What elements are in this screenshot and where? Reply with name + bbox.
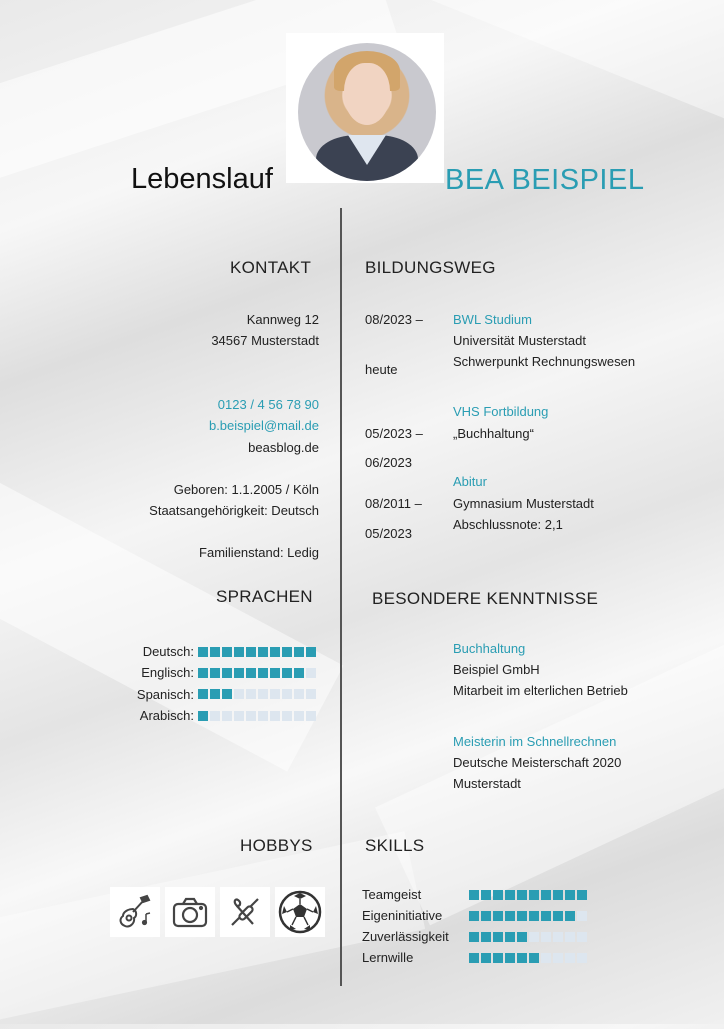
education-title: BWL Studium (453, 312, 532, 327)
language-level-bar (198, 668, 316, 678)
language-row (104, 662, 316, 683)
contact-email[interactable]: b.beispiel@mail.de (208, 418, 319, 433)
skill-row (362, 884, 587, 905)
level-square (565, 953, 575, 963)
education-to: 05/2023 (365, 526, 412, 541)
education-from: 08/2023 – (365, 312, 423, 327)
level-square (270, 668, 280, 678)
level-square (234, 689, 244, 699)
level-square (469, 890, 479, 900)
baking-icon (220, 887, 270, 937)
level-square (553, 932, 563, 942)
level-square (246, 711, 256, 721)
education-line: Schwerpunkt Rechnungswesen (453, 354, 636, 369)
level-square (282, 711, 292, 721)
level-square (469, 953, 479, 963)
level-square (306, 647, 316, 657)
special-title: Meisterin im Schnellrechnen (453, 734, 617, 749)
profile-photo (298, 43, 436, 181)
language-label: Deutsch: (142, 644, 194, 660)
level-square (258, 711, 268, 721)
contact-nationality: Staatsangehörigkeit: Deutsch (149, 503, 319, 518)
education-from: 08/2011 – (365, 496, 422, 511)
level-square (469, 932, 479, 942)
education-from: 05/2023 – (365, 426, 423, 441)
level-square (234, 668, 244, 678)
skill-row (362, 947, 587, 968)
guitar-icon (110, 887, 160, 937)
skill-label: Eigeninitiative (362, 908, 443, 923)
language-level-bar (198, 689, 316, 699)
soccer-ball-icon (275, 887, 325, 937)
level-square (258, 647, 268, 657)
level-square (505, 932, 515, 942)
person-name: BEA BEISPIEL (445, 164, 645, 196)
level-square (529, 932, 539, 942)
level-square (577, 890, 587, 900)
level-square (222, 668, 232, 678)
contact-street: Kannweg 12 (246, 312, 319, 327)
language-label: Englisch: (141, 665, 194, 681)
profile-photo-frame (286, 33, 444, 183)
language-row (104, 684, 316, 705)
language-level-bar (198, 711, 316, 721)
language-label: Arabisch: (139, 708, 194, 724)
contact-heading: KONTAKT (230, 258, 312, 277)
level-square (210, 689, 220, 699)
education-title: VHS Fortbildung (453, 404, 549, 419)
level-square (294, 647, 304, 657)
level-square (198, 647, 208, 657)
contact-city: 34567 Musterstadt (211, 333, 319, 348)
level-square (541, 953, 551, 963)
education-line: Gymnasium Musterstadt (453, 496, 594, 511)
level-square (210, 668, 220, 678)
level-square (270, 711, 280, 721)
education-to: 06/2023 (365, 455, 412, 470)
language-row (104, 641, 316, 662)
camera-icon (165, 887, 215, 937)
level-square (198, 711, 208, 721)
level-square (541, 911, 551, 921)
level-square (493, 953, 503, 963)
level-square (210, 711, 220, 721)
level-square (222, 689, 232, 699)
level-square (234, 711, 244, 721)
level-square (493, 890, 503, 900)
level-square (529, 911, 539, 921)
languages-heading: SPRACHEN (216, 587, 313, 606)
level-square (282, 689, 292, 699)
level-square (517, 890, 527, 900)
language-level-bar (198, 647, 316, 657)
level-square (481, 911, 491, 921)
level-square (529, 953, 539, 963)
level-square (577, 953, 587, 963)
level-square (282, 647, 292, 657)
level-square (246, 647, 256, 657)
level-square (210, 647, 220, 657)
level-square (294, 668, 304, 678)
level-square (505, 911, 515, 921)
level-square (270, 647, 280, 657)
contact-born: Geboren: 1.1.2005 / Köln (173, 482, 319, 497)
level-square (481, 953, 491, 963)
special-heading: BESONDERE KENNTNISSE (372, 589, 599, 608)
level-square (481, 890, 491, 900)
skill-level-bar (469, 953, 587, 963)
level-square (493, 932, 503, 942)
level-square (517, 911, 527, 921)
languages-list (104, 641, 316, 726)
page-title: Lebenslauf (131, 163, 273, 195)
level-square (517, 953, 527, 963)
level-square (505, 890, 515, 900)
skill-level-bar (469, 911, 587, 921)
level-square (222, 711, 232, 721)
level-square (246, 668, 256, 678)
contact-marital: Familienstand: Ledig (199, 545, 319, 560)
level-square (246, 689, 256, 699)
level-square (481, 932, 491, 942)
skill-level-bar (469, 890, 587, 900)
level-square (565, 890, 575, 900)
skill-row (362, 926, 587, 947)
skill-label: Teamgeist (362, 887, 422, 902)
center-divider (340, 208, 342, 986)
level-square (294, 711, 304, 721)
skills-heading: SKILLS (365, 836, 425, 855)
level-square (553, 911, 563, 921)
level-square (222, 647, 232, 657)
education-to: heute (365, 362, 398, 377)
level-square (577, 932, 587, 942)
level-square (234, 647, 244, 657)
education-line: „Buchhaltung“ (453, 426, 534, 441)
special-line: Deutsche Meisterschaft 2020 (453, 755, 622, 770)
education-line: Universität Musterstadt (453, 333, 586, 348)
level-square (529, 890, 539, 900)
level-square (469, 911, 479, 921)
level-square (541, 890, 551, 900)
special-line: Mitarbeit im elterlichen Betrieb (453, 683, 628, 698)
level-square (306, 668, 316, 678)
skill-row (362, 905, 587, 926)
language-row (104, 705, 316, 726)
level-square (565, 911, 575, 921)
level-square (282, 668, 292, 678)
level-square (306, 689, 316, 699)
special-line: Musterstadt (453, 776, 521, 791)
level-square (577, 911, 587, 921)
level-square (198, 689, 208, 699)
education-line: Abschlussnote: 2,1 (453, 517, 563, 532)
level-square (493, 911, 503, 921)
level-square (294, 689, 304, 699)
level-square (505, 953, 515, 963)
contact-web[interactable]: beasblog.de (248, 440, 319, 455)
contact-phone[interactable]: 0123 / 4 56 78 90 (217, 397, 319, 412)
level-square (306, 711, 316, 721)
level-square (553, 953, 563, 963)
special-title: Buchhaltung (453, 641, 526, 656)
skill-label: Zuverlässigkeit (362, 929, 449, 944)
education-title: Abitur (453, 474, 487, 489)
level-square (198, 668, 208, 678)
level-square (553, 890, 563, 900)
hobbies-heading: HOBBYS (240, 836, 313, 855)
level-square (258, 668, 268, 678)
hobbies-icons (110, 887, 325, 937)
skill-label: Lernwille (362, 950, 414, 965)
level-square (541, 932, 551, 942)
level-square (517, 932, 527, 942)
education-heading: BILDUNGSWEG (365, 258, 496, 277)
language-label: Spanisch: (136, 686, 194, 702)
special-line: Beispiel GmbH (453, 662, 540, 677)
skills-list (362, 884, 587, 968)
level-square (258, 689, 268, 699)
level-square (565, 932, 575, 942)
skill-level-bar (469, 932, 587, 942)
level-square (270, 689, 280, 699)
